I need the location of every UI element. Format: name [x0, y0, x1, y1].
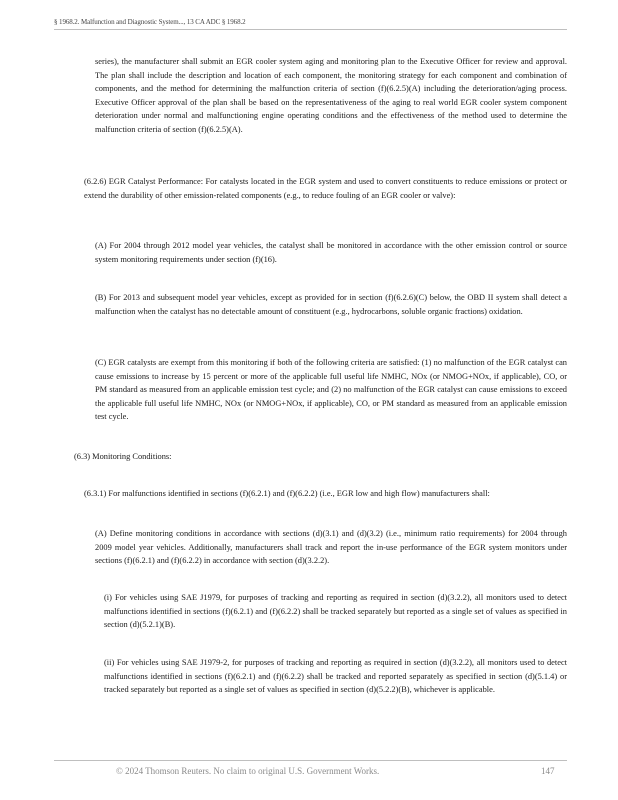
- paragraph-6-2-6-c: (C) EGR catalysts are exempt from this monitoring if both of the following criteria are satisfied: (1) no malfunction of the EGR catalyst can cause emissions to increase by 15 percent or more of the applicable full useful life NMHC, NOx (or NMOG+NOx, if applicable), CO, or PM standard as measured from an applicable emission test cycle; and (2) no malfunction of the EGR catalyst can cause emissions to exceed the applicable full useful life NMHC, NOx (or NMOG+NOx, if applicable), CO, or PM standard as measured from an applicable emission test cycle.: [95, 358, 567, 421]
- paragraph-6-2-6-heading: (6.2.6) EGR Catalyst Performance: For catalysts located in the EGR system and used to convert constituents to reduce emissions or protect or extend the durability of other emission-related components (e.g., to reduce fouling of an EGR cooler or valve):: [84, 177, 567, 200]
- footer-divider: [54, 760, 567, 761]
- paragraph-6-3-1: (6.3.1) For malfunctions identified in sections (f)(6.2.1) and (f)(6.2.2) (i.e., EGR low and high flow) manufacturers shall:: [84, 489, 490, 498]
- paragraph-6-3-1-a-ii: (ii) For vehicles using SAE J1979-2, for purposes of tracking and reporting as required in section (d)(3.2.2), all monitors used to detect malfunctions identified in sections (f)(6.2.1) and (f)(6.2.2) shall be tracked and reported separately as specified in section (d)(5.1.4) or tracked separately but reported as a single set of values as specified in section (d)(5.2.2)(B), whichever is applicable.: [104, 658, 567, 694]
- page-number: 147: [541, 766, 555, 776]
- paragraph-6-3-1-a-i: (i) For vehicles using SAE J1979, for purposes of tracking and reporting as required in section (d)(3.2.2), all monitors used to detect malfunctions identified in sections (f)(6.2.1) and (f)(6.2.2) shall be tracked separately but reported as a single set of values as specified in section (d)(5.2.1)(B).: [104, 593, 567, 629]
- paragraph-6-3-1-a: (A) Define monitoring conditions in accordance with sections (d)(3.1) and (d)(3.2) (i.e., minimum ratio requirements) for 2004 through 2009 model year vehicles. Additionally, manufacturers shall track and report the in-use performance of the EGR system monitors under sections (f)(6.2.1) and (f)(6.2.2) in accordance with section (d)(3.2.2).: [95, 529, 567, 565]
- paragraph-6-3-heading: (6.3) Monitoring Conditions:: [74, 452, 172, 461]
- footer-copyright: © 2024 Thomson Reuters. No claim to original U.S. Government Works.: [116, 766, 380, 776]
- paragraph-egr-cooler-plan: series), the manufacturer shall submit an EGR cooler system aging and monitoring plan to the Executive Officer for review and approval. The plan shall include the description and location of each component, the monitoring strategy for each component and combination of components, and the method for determining the malfunction criteria of section (f)(6.2.5)(A) including the deterioration/aging process. Executive Officer approval of the plan shall be based on the representativeness of the aging to real world EGR cooler system component deterioration under normal and malfunctioning engine operating conditions and the effectiveness of the method used to determine the malfunction criteria of section (f)(6.2.5)(A).: [95, 57, 567, 134]
- header-divider: [54, 29, 567, 30]
- paragraph-6-2-6-b: (B) For 2013 and subsequent model year vehicles, except as provided for in section (f)(6.2.6)(C) below, the OBD II system shall detect a malfunction when the catalyst has no detectable amount of constituent (e.g., hydrocarbons, soluble organic fractions) oxidation.: [95, 293, 567, 316]
- paragraph-6-2-6-a: (A) For 2004 through 2012 model year vehicles, the catalyst shall be monitored in accordance with the other emission control or source system monitoring requirements under section (f)(16).: [95, 241, 567, 264]
- running-head: § 1968.2. Malfunction and Diagnostic System..., 13 CA ADC § 1968.2: [54, 18, 246, 26]
